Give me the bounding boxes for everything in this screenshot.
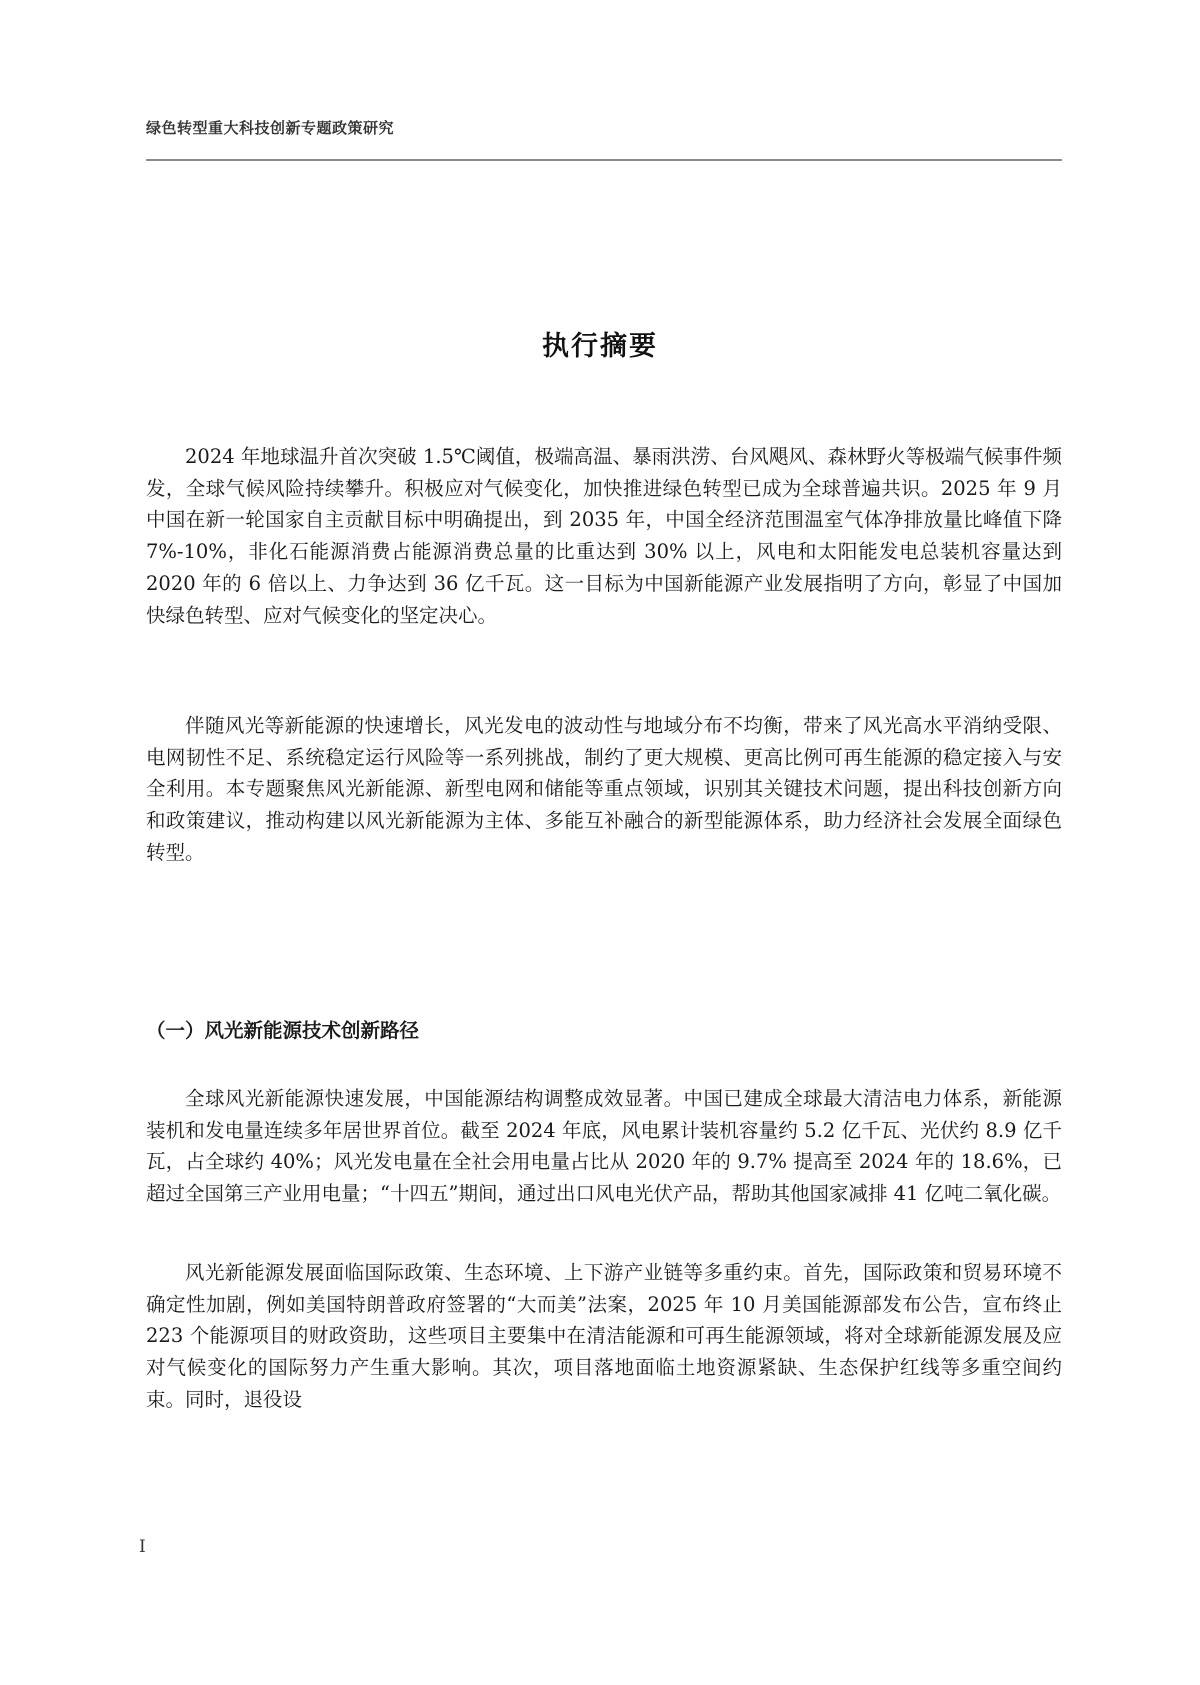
page-number: I [139,1537,146,1557]
section-paragraph-2: 风光新能源发展面临国际政策、生态环境、上下游产业链等多重约束。首先，国际政策和贸易环境不确定性加剧，例如美国特朗普政府签署的“大而美”法案，2025 年 10 月美国能源部发布公告，宣布终止 223 个能源项目的财政资助，这些项目主要集中在清洁能源和可再生能源领域，将对全球新能源发展及应对气候变化的国际努力产生重大影响。其次，项目落地面临土地资源紧缺、生态保护红线等多重空间约束。同时，退役设 [146,1261,1062,1411]
running-header: 绿色转型重大科技创新专题政策研究 [146,119,395,137]
intro-paragraph-1: 2024 年地球温升首次突破 1.5℃阈值，极端高温、暴雨洪涝、台风飓风、森林野火等极端气候事件频发，全球气候风险持续攀升。积极应对气候变化，加快推进绿色转型已成为全球普遍共识。2025 年 9 月中国在新一轮国家自主贡献目标中明确提出，到 2035 年，中国全经济范围温室气体净排放量比峰值下降 7%-10%，非化石能源消费占能源消费总量的比重达到 30% 以上，风电和太阳能发电总装机容量达到 2020 年的 6 倍以上、力争达到 36 亿千瓦。这一目标为中国新能源产业发展指明了方向，彰显了中国加快绿色转型、应对气候变化的坚定决心。 [146,445,1062,627]
intro-paragraph-2: 伴随风光等新能源的快速增长，风光发电的波动性与地域分布不均衡，带来了风光高水平消纳受限、电网韧性不足、系统稳定运行风险等一系列挑战，制约了更大规模、更高比例可再生能源的稳定接入与安全利用。本专题聚焦风光新能源、新型电网和储能等重点领域，识别其关键技术问题，提出科技创新方向和政策建议，推动构建以风光新能源为主体、多能互补融合的新型能源体系，助力经济社会发展全面绿色转型。 [146,714,1062,864]
page-title: 执行摘要 [542,331,658,362]
section-heading: （一）风光新能源技术创新路径 [146,1019,420,1042]
header-rule [146,159,1062,161]
section-paragraph-1: 全球风光新能源快速发展，中国能源结构调整成效显著。中国已建成全球最大清洁电力体系，新能源装机和发电量连续多年居世界首位。截至 2024 年底，风电累计装机容量约 5.2 亿千瓦、光伏约 8.9 亿千瓦，占全球约 40%；风光发电量在全社会用电量占比从 2020 年的 9.7% 提高至 2024 年的 18.6%，已超过全国第三产业用电量；“十四五”期间，通过出口风电光伏产品，帮助其他国家减排 41 亿吨二氧化碳。 [146,1087,1062,1206]
